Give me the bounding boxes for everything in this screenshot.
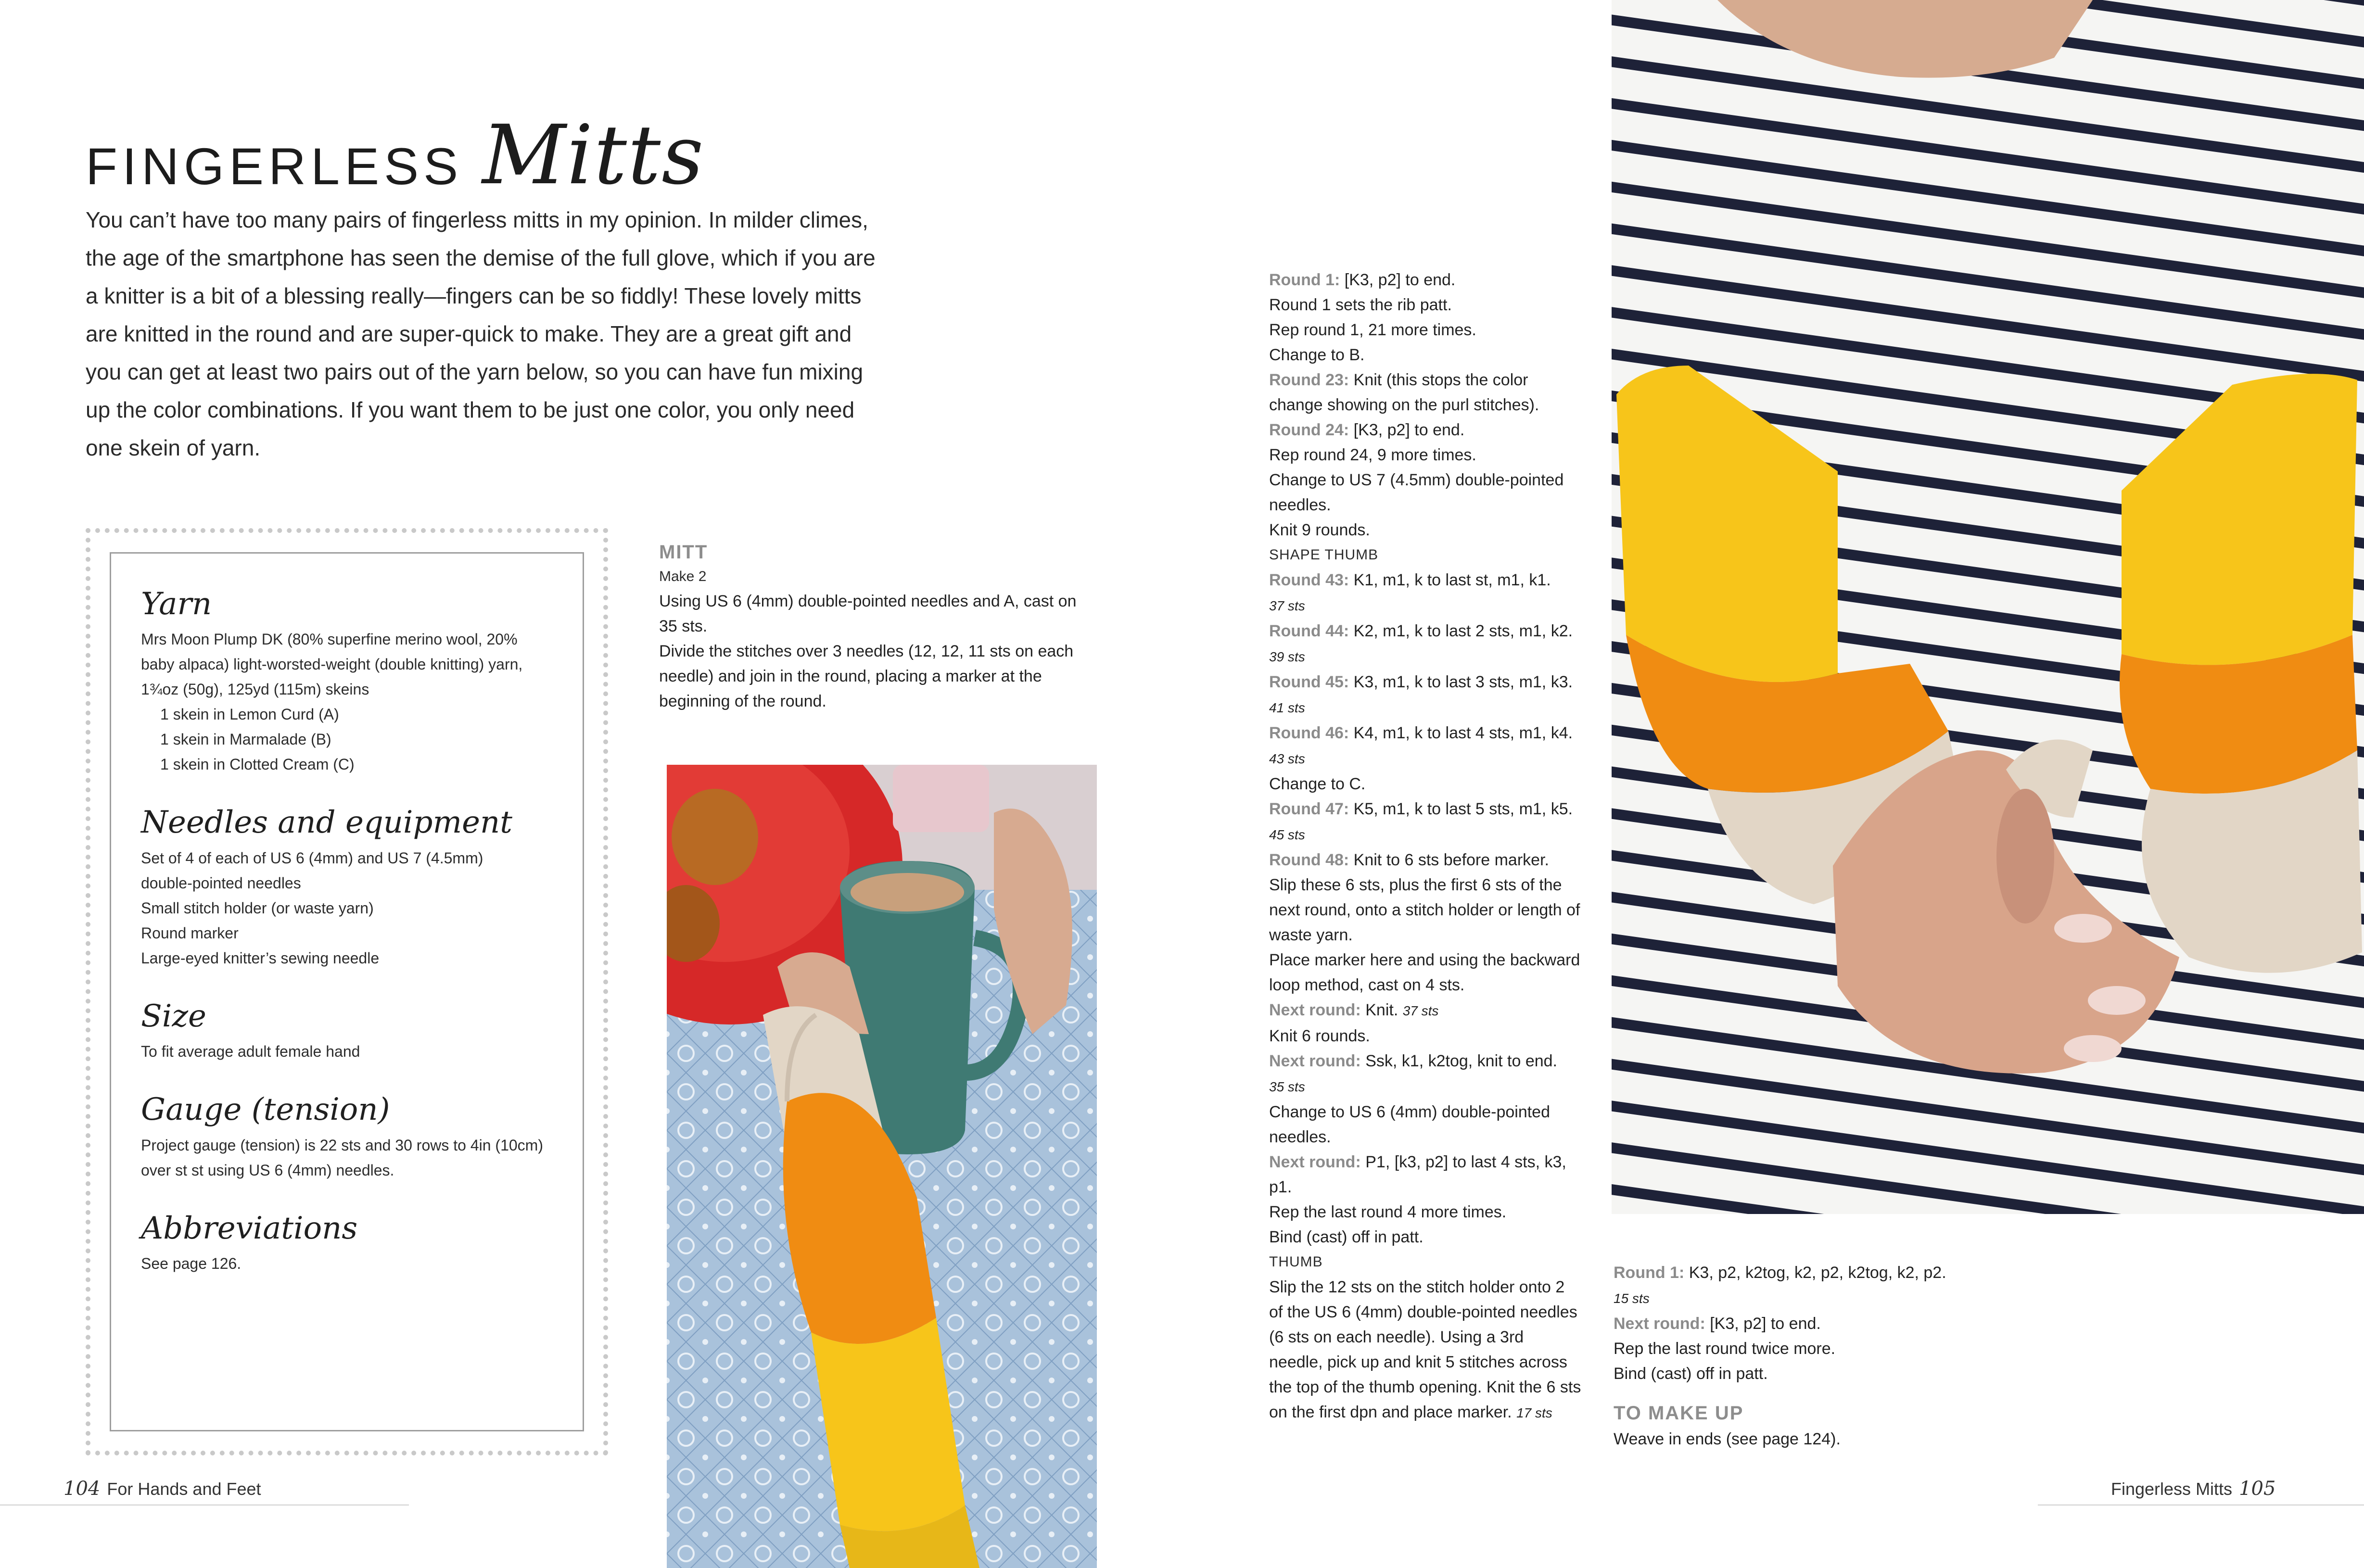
materials-box-inner	[110, 552, 584, 1431]
round-text: K4, m1, k to last 4 sts, m1, k4.	[1349, 724, 1573, 742]
round-text: Knit (this stops the color change showing on the purl stitches).	[1269, 371, 1539, 414]
round-label: Next round:	[1269, 1052, 1361, 1070]
thumb-rounds-column	[1614, 1260, 1960, 1452]
list-item: 1 skein in Marmalade (B)	[160, 731, 331, 748]
page-number: 104	[64, 1478, 101, 1500]
stitch-count: 15 sts	[1614, 1291, 1650, 1306]
instruction-line: Slip these 6 sts, plus the first 6 sts of the next round, onto a stitch holder or length of waste yarn.	[1269, 876, 1580, 944]
stitch-count: 17 sts	[1516, 1405, 1552, 1420]
instruction-line	[1269, 847, 1582, 873]
round-label: Round 47:	[1269, 800, 1349, 818]
title-script: Mitts	[482, 108, 705, 203]
section-name: For Hands and Feet	[107, 1479, 261, 1499]
instruction-line	[1269, 721, 1582, 771]
stitch-count: 37 sts	[1269, 598, 1305, 613]
round-label: Round 23:	[1269, 371, 1349, 389]
clasped-hands-photo	[1612, 0, 2364, 1214]
instruction-line: Knit 9 rounds.	[1269, 521, 1370, 539]
abbreviations-text: See page 126.	[141, 1254, 241, 1272]
mitt-section	[659, 540, 1092, 714]
gauge-section	[141, 1093, 549, 1182]
make-up-heading: TO MAKE UP	[1614, 1403, 1744, 1424]
stitch-count: 45 sts	[1269, 827, 1305, 842]
instruction-line: Change to C.	[1269, 775, 1366, 793]
mitt-paragraph: Using US 6 (4mm) double-pointed needles and A, cast on 35 sts.	[659, 592, 1077, 635]
list-item: Set of 4 of each of US 6 (4mm) and US 7 (4.5mm)	[141, 849, 483, 867]
thumb-text: Slip the 12 sts on the stitch holder onto 2 of the US 6 (4mm) double-pointed needles (6 sts on each needle). Using a 3rd needle, pick up and knit 5 stitches across the top of the thumb opening. Knit the 6 sts on the first dpn and place marker.	[1269, 1278, 1581, 1421]
instruction-line: Bind (cast) off in patt.	[1269, 1228, 1423, 1246]
thumb-subheading: THUMB	[1269, 1254, 1323, 1270]
title-caps: FINGERLESS	[86, 137, 463, 195]
gauge-heading: Gauge (tension)	[141, 1092, 390, 1128]
instruction-line: Change to B.	[1269, 346, 1365, 364]
materials-box	[86, 528, 608, 1455]
list-item: 1 skein in Lemon Curd (A)	[160, 706, 339, 723]
round-label: Round 44:	[1269, 622, 1349, 640]
footer-left	[64, 1478, 261, 1500]
mug-photo	[667, 765, 1097, 1568]
intro-paragraph: You can’t have too many pairs of fingerless mitts in my opinion. In milder climes, the age of the smartphone has seen the demise of the full glove, which if you are a knitter is a bit of a blessing really—fingers can be so fiddly! These lovely mitts are knitted in the round and are super-quick to make. They are a great gift and you can get at least two pairs out of the yarn below, so you can have fun mixing up the color combinations. If you want them to be just one color, you only need one skein of yarn.	[86, 207, 876, 460]
make-up-text: Weave in ends (see page 124).	[1614, 1430, 1841, 1448]
round-label: Round 43:	[1269, 571, 1349, 589]
page-number: 105	[2239, 1478, 2276, 1500]
round-label: Round 48:	[1269, 851, 1349, 869]
instruction-line: Rep the last round twice more.	[1614, 1340, 1836, 1358]
instruction-line	[1269, 619, 1582, 670]
instruction-line: Bind (cast) off in patt.	[1614, 1365, 1768, 1383]
stitch-count: 35 sts	[1269, 1079, 1305, 1094]
abbreviations-heading: Abbreviations	[141, 1210, 358, 1246]
size-section	[141, 999, 549, 1064]
round-text: K5, m1, k to last 5 sts, m1, k5.	[1349, 800, 1573, 818]
instruction-line	[1269, 1275, 1582, 1426]
instruction-line: Change to US 6 (4mm) double-pointed needles.	[1269, 1103, 1550, 1146]
list-item: Round marker	[141, 924, 239, 942]
instruction-line	[1269, 1049, 1582, 1100]
round-label: Round 45:	[1269, 673, 1349, 691]
round-text: K2, m1, k to last 2 sts, m1, k2.	[1349, 622, 1573, 640]
stitch-count: 43 sts	[1269, 751, 1305, 766]
mitt-make: Make 2	[659, 569, 707, 584]
instruction-line	[1269, 797, 1582, 847]
footer-right	[2111, 1478, 2275, 1500]
instruction-line: Place marker here and using the backward loop method, cast on 4 sts.	[1269, 951, 1580, 994]
instruction-line: Change to US 7 (4.5mm) double-pointed needles.	[1269, 471, 1564, 514]
page-title	[86, 96, 705, 203]
instruction-line: Rep the last round 4 more times.	[1269, 1203, 1507, 1221]
shape-thumb-subheading: SHAPE THUMB	[1269, 547, 1379, 563]
instruction-line	[1269, 367, 1582, 417]
instruction-line: Knit 6 rounds.	[1269, 1027, 1370, 1045]
instruction-line: Round 1 sets the rib patt.	[1269, 296, 1452, 314]
yarn-section	[141, 587, 549, 777]
instruction-line	[1269, 417, 1582, 443]
round-label: Next round:	[1614, 1315, 1705, 1333]
yarn-heading: Yarn	[141, 586, 212, 622]
needles-heading: Needles and equipment	[141, 805, 512, 841]
yarn-text: Mrs Moon Plump DK (80% superfine merino wool, 20% baby alpaca) light-worsted-weight (double knitting) yarn, 1¾oz (50g), 125yd (115m) skeins	[141, 631, 523, 698]
instructions-column	[1269, 267, 1582, 1426]
mitt-heading: MITT	[659, 542, 708, 563]
instruction-line	[1269, 267, 1582, 292]
round-text: [K3, p2] to end.	[1349, 421, 1465, 439]
size-text: To fit average adult female hand	[141, 1043, 360, 1061]
size-heading: Size	[141, 998, 206, 1034]
clasped-hands-illustration	[1612, 0, 2364, 1214]
stitch-count: 37 sts	[1402, 1003, 1439, 1018]
mitt-paragraph: Divide the stitches over 3 needles (12, 12, 11 sts on each needle) and join in the round, placing a marker at the beginning of the round.	[659, 642, 1074, 710]
list-item: Small stitch holder (or waste yarn)	[141, 899, 374, 917]
round-text: K1, m1, k to last st, m1, k1.	[1349, 571, 1551, 589]
round-label: Round 24:	[1269, 421, 1349, 439]
round-text: Ssk, k1, k2tog, knit to end.	[1360, 1052, 1557, 1070]
gauge-text: Project gauge (tension) is 22 sts and 30 rows to 4in (10cm) over st st using US 6 (4mm) needles.	[141, 1136, 543, 1179]
list-item: double-pointed needles	[141, 874, 301, 892]
list-item: 1 skein in Clotted Cream (C)	[160, 756, 355, 773]
abbreviations-section	[141, 1212, 549, 1276]
round-label: Next round:	[1269, 1153, 1361, 1171]
instruction-line	[1269, 670, 1582, 721]
round-label: Round 1:	[1269, 271, 1340, 289]
instruction-line	[1614, 1311, 1960, 1336]
mug-photo-illustration	[667, 765, 1097, 1568]
instruction-line: Rep round 24, 9 more times.	[1269, 446, 1476, 464]
instruction-line	[1269, 998, 1582, 1024]
instruction-line	[1269, 1150, 1582, 1200]
round-text: Knit.	[1360, 1001, 1398, 1019]
round-text: [K3, p2] to end.	[1340, 271, 1456, 289]
needles-section	[141, 806, 549, 970]
instruction-line: Rep round 1, 21 more times.	[1269, 321, 1476, 339]
round-label: Round 1:	[1614, 1264, 1685, 1282]
round-text: K3, p2, k2tog, k2, p2, k2tog, k2, p2.	[1684, 1264, 1946, 1282]
list-item: Large-eyed knitter’s sewing needle	[141, 949, 380, 967]
yarn-list	[141, 702, 549, 777]
round-text: K3, m1, k to last 3 sts, m1, k3.	[1349, 673, 1573, 691]
round-text: Knit to 6 sts before marker.	[1349, 851, 1549, 869]
stitch-count: 41 sts	[1269, 700, 1305, 715]
section-name: Fingerless Mitts	[2111, 1479, 2233, 1499]
instruction-line	[1614, 1260, 1960, 1311]
round-text: [K3, p2] to end.	[1705, 1315, 1821, 1333]
stitch-count: 39 sts	[1269, 649, 1305, 664]
round-text: P1, [k3, p2] to last 4 sts, k3, p1.	[1269, 1153, 1566, 1196]
round-label: Next round:	[1269, 1001, 1361, 1019]
round-label: Round 46:	[1269, 724, 1349, 742]
instruction-line	[1269, 568, 1582, 619]
